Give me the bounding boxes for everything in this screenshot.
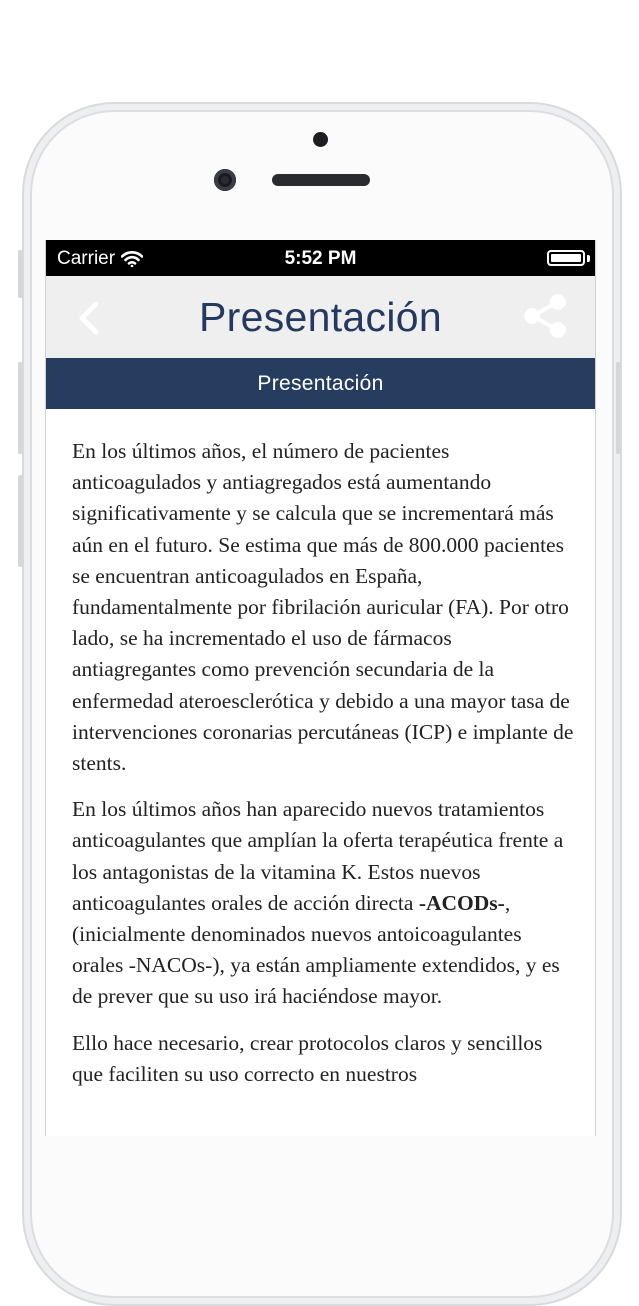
paragraph-2 bbox=[72, 794, 577, 1012]
front-camera bbox=[214, 169, 236, 191]
carrier-label: Carrier bbox=[57, 248, 116, 269]
status-bar bbox=[46, 240, 595, 276]
navigation-bar bbox=[46, 276, 595, 358]
page-title: Presentación bbox=[199, 294, 442, 340]
article-content bbox=[72, 436, 577, 1105]
app-screen bbox=[45, 240, 596, 1136]
battery-tip bbox=[587, 255, 590, 262]
battery-icon bbox=[547, 250, 585, 266]
paragraph-1: En los últimos años, el número de pacientes anticoagulados y antiagregados está aumentando significativamente y se calcula que se incrementará más aún en el futuro. Se estima que más de 800.000 pacientes se encuentran anticoagulados en España, fundamentalmente por fibrilación auricular (FA). Por otro lado, se ha incrementado el uso de fármacos antiagregantes como prevención secundaria de la enfermedad ateroesclerótica y debido a una mayor tasa de intervenciones coronarias percutáneas (ICP) e implante de stents. bbox=[72, 439, 574, 776]
paragraph-2-text-a: En los últimos años han aparecido nuevos tratamientos anticoagulantes que amplían la oferta terapéutica frente a los antagonistas de la vitamina K. Estos nuevos anticoagulantes orales de acción directa bbox=[72, 797, 564, 915]
volume-down-button bbox=[18, 475, 23, 567]
mute-switch bbox=[18, 250, 23, 298]
status-time: 5:52 PM bbox=[284, 248, 357, 269]
paragraph-2-text-b: , (inicialmente denominados nuevos antoicoagulantes orales -NACOs-), ya están ampliamente extendidos, y es de prever que su uso irá haciéndose mayor. bbox=[72, 890, 560, 1009]
paragraph-3: Ello hace necesario, crear protocolos claros y sencillos que faciliten su uso correcto en nuestros bbox=[72, 1030, 543, 1086]
share-icon bbox=[521, 292, 569, 340]
acods-term: -ACODs- bbox=[418, 890, 505, 915]
volume-up-button bbox=[18, 362, 23, 454]
share-button[interactable] bbox=[521, 292, 569, 340]
battery-level bbox=[551, 254, 581, 262]
power-button bbox=[616, 362, 621, 454]
section-header: Presentación bbox=[46, 358, 595, 409]
earpiece-speaker bbox=[272, 174, 370, 186]
proximity-sensor bbox=[313, 132, 328, 147]
